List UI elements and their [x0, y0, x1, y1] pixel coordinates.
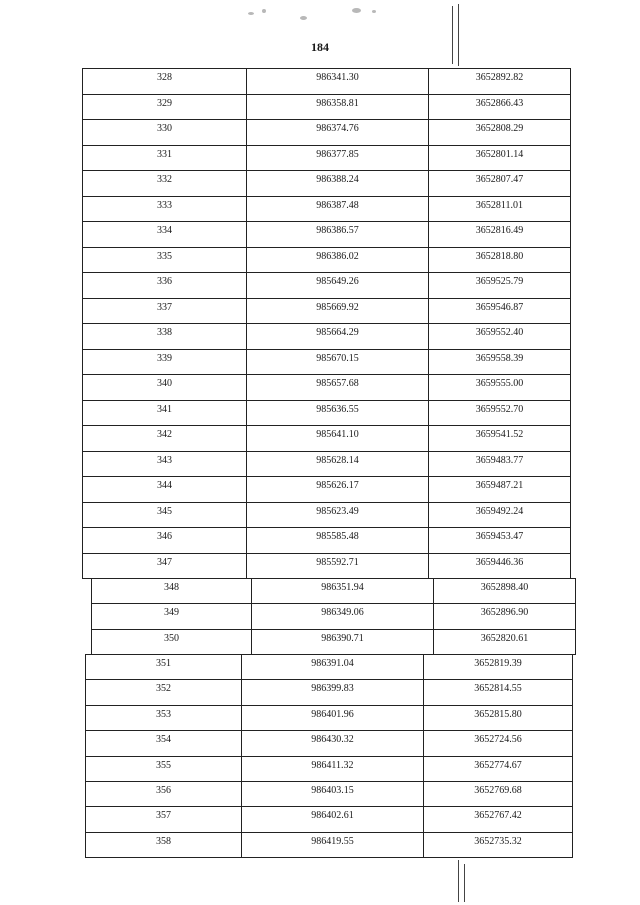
- x-coordinate-cell: 986341.30: [247, 69, 429, 95]
- point-number-cell: 350: [92, 629, 252, 654]
- binding-line: [464, 864, 465, 902]
- y-coordinate-cell: 3652801.14: [429, 145, 571, 171]
- y-coordinate-cell: 3659483.77: [429, 451, 571, 477]
- table-body: [86, 655, 573, 858]
- table-row: [83, 451, 571, 477]
- binding-line: [458, 860, 459, 902]
- y-coordinate-cell: 3659446.36: [429, 553, 571, 579]
- y-coordinate-cell: 3652896.90: [434, 604, 576, 629]
- y-coordinate-cell: 3659525.79: [429, 273, 571, 299]
- point-number-cell: 358: [86, 832, 242, 857]
- table-row: [92, 579, 576, 604]
- table-row: [83, 196, 571, 222]
- x-coordinate-cell: 985636.55: [247, 400, 429, 426]
- binding-line: [452, 6, 453, 64]
- table-row: [83, 247, 571, 273]
- table-row: [83, 222, 571, 248]
- y-coordinate-cell: 3659546.87: [429, 298, 571, 324]
- point-number-cell: 335: [83, 247, 247, 273]
- y-coordinate-cell: 3652735.32: [424, 832, 573, 857]
- point-number-cell: 334: [83, 222, 247, 248]
- page-number: 184: [311, 40, 329, 54]
- x-coordinate-cell: 985641.10: [247, 426, 429, 452]
- y-coordinate-cell: 3659487.21: [429, 477, 571, 503]
- x-coordinate-cell: 985626.17: [247, 477, 429, 503]
- x-coordinate-cell: 985649.26: [247, 273, 429, 299]
- y-coordinate-cell: 3652814.55: [424, 680, 573, 705]
- point-number-cell: 338: [83, 324, 247, 350]
- point-number-cell: 344: [83, 477, 247, 503]
- coordinates-table-1: [82, 68, 571, 579]
- x-coordinate-cell: 985670.15: [247, 349, 429, 375]
- table-row: [86, 731, 573, 756]
- y-coordinate-cell: 3652818.80: [429, 247, 571, 273]
- table-row: [83, 145, 571, 171]
- point-number-cell: 343: [83, 451, 247, 477]
- point-number-cell: 353: [86, 705, 242, 730]
- x-coordinate-cell: 986399.83: [242, 680, 424, 705]
- scan-speck: [372, 10, 376, 13]
- table-row: [86, 832, 573, 857]
- y-coordinate-cell: 3652816.49: [429, 222, 571, 248]
- table-row: [83, 375, 571, 401]
- x-coordinate-cell: 985592.71: [247, 553, 429, 579]
- x-coordinate-cell: 986374.76: [247, 120, 429, 146]
- table-row: [86, 781, 573, 806]
- table-row: [92, 629, 576, 654]
- table-row: [83, 502, 571, 528]
- x-coordinate-cell: 985664.29: [247, 324, 429, 350]
- x-coordinate-cell: 986411.32: [242, 756, 424, 781]
- point-number-cell: 347: [83, 553, 247, 579]
- y-coordinate-cell: 3659558.39: [429, 349, 571, 375]
- point-number-cell: 349: [92, 604, 252, 629]
- x-coordinate-cell: 986386.02: [247, 247, 429, 273]
- y-coordinate-cell: 3652811.01: [429, 196, 571, 222]
- table-row: [83, 400, 571, 426]
- x-coordinate-cell: 985623.49: [247, 502, 429, 528]
- point-number-cell: 332: [83, 171, 247, 197]
- point-number-cell: 351: [86, 655, 242, 680]
- y-coordinate-cell: 3659552.70: [429, 400, 571, 426]
- table-row: [83, 553, 571, 579]
- point-number-cell: 341: [83, 400, 247, 426]
- y-coordinate-cell: 3652767.42: [424, 807, 573, 832]
- scan-speck: [352, 8, 361, 13]
- table-row: [83, 171, 571, 197]
- binding-line: [458, 4, 459, 66]
- point-number-cell: 357: [86, 807, 242, 832]
- table-row: [86, 655, 573, 680]
- table-row: [92, 604, 576, 629]
- table-body: [83, 69, 571, 579]
- y-coordinate-cell: 3652892.82: [429, 69, 571, 95]
- x-coordinate-cell: 985585.48: [247, 528, 429, 554]
- point-number-cell: 352: [86, 680, 242, 705]
- y-coordinate-cell: 3652769.68: [424, 781, 573, 806]
- coordinates-table-3: [85, 654, 573, 858]
- table-row: [83, 69, 571, 95]
- x-coordinate-cell: 986403.15: [242, 781, 424, 806]
- y-coordinate-cell: 3652808.29: [429, 120, 571, 146]
- coordinates-table-2: [91, 578, 576, 655]
- point-number-cell: 329: [83, 94, 247, 120]
- y-coordinate-cell: 3659453.47: [429, 528, 571, 554]
- x-coordinate-cell: 986391.04: [242, 655, 424, 680]
- table-row: [83, 298, 571, 324]
- x-coordinate-cell: 986386.57: [247, 222, 429, 248]
- point-number-cell: 331: [83, 145, 247, 171]
- table-row: [83, 273, 571, 299]
- y-coordinate-cell: 3659555.00: [429, 375, 571, 401]
- table-row: [83, 528, 571, 554]
- y-coordinate-cell: 3659541.52: [429, 426, 571, 452]
- y-coordinate-cell: 3652898.40: [434, 579, 576, 604]
- y-coordinate-cell: 3652820.61: [434, 629, 576, 654]
- scan-speck: [262, 9, 266, 13]
- point-number-cell: 356: [86, 781, 242, 806]
- point-number-cell: 339: [83, 349, 247, 375]
- point-number-cell: 340: [83, 375, 247, 401]
- x-coordinate-cell: 986349.06: [252, 604, 434, 629]
- x-coordinate-cell: 986351.94: [252, 579, 434, 604]
- x-coordinate-cell: 986390.71: [252, 629, 434, 654]
- table-row: [83, 94, 571, 120]
- x-coordinate-cell: 986358.81: [247, 94, 429, 120]
- point-number-cell: 337: [83, 298, 247, 324]
- x-coordinate-cell: 986430.32: [242, 731, 424, 756]
- point-number-cell: 328: [83, 69, 247, 95]
- x-coordinate-cell: 986401.96: [242, 705, 424, 730]
- x-coordinate-cell: 985669.92: [247, 298, 429, 324]
- table-row: [86, 807, 573, 832]
- y-coordinate-cell: 3652866.43: [429, 94, 571, 120]
- x-coordinate-cell: 985628.14: [247, 451, 429, 477]
- point-number-cell: 336: [83, 273, 247, 299]
- table-row: [83, 477, 571, 503]
- table-row: [83, 349, 571, 375]
- y-coordinate-cell: 3659492.24: [429, 502, 571, 528]
- scan-speck: [248, 12, 254, 15]
- point-number-cell: 348: [92, 579, 252, 604]
- x-coordinate-cell: 985657.68: [247, 375, 429, 401]
- y-coordinate-cell: 3659552.40: [429, 324, 571, 350]
- table-row: [83, 120, 571, 146]
- y-coordinate-cell: 3652819.39: [424, 655, 573, 680]
- point-number-cell: 342: [83, 426, 247, 452]
- point-number-cell: 355: [86, 756, 242, 781]
- y-coordinate-cell: 3652815.80: [424, 705, 573, 730]
- y-coordinate-cell: 3652807.47: [429, 171, 571, 197]
- y-coordinate-cell: 3652774.67: [424, 756, 573, 781]
- point-number-cell: 346: [83, 528, 247, 554]
- scan-speck: [300, 16, 307, 20]
- point-number-cell: 333: [83, 196, 247, 222]
- table-body: [92, 579, 576, 655]
- x-coordinate-cell: 986387.48: [247, 196, 429, 222]
- point-number-cell: 345: [83, 502, 247, 528]
- y-coordinate-cell: 3652724.56: [424, 731, 573, 756]
- point-number-cell: 354: [86, 731, 242, 756]
- x-coordinate-cell: 986402.61: [242, 807, 424, 832]
- x-coordinate-cell: 986388.24: [247, 171, 429, 197]
- table-row: [86, 756, 573, 781]
- table-row: [86, 705, 573, 730]
- x-coordinate-cell: 986419.55: [242, 832, 424, 857]
- x-coordinate-cell: 986377.85: [247, 145, 429, 171]
- table-row: [83, 426, 571, 452]
- table-row: [86, 680, 573, 705]
- table-row: [83, 324, 571, 350]
- point-number-cell: 330: [83, 120, 247, 146]
